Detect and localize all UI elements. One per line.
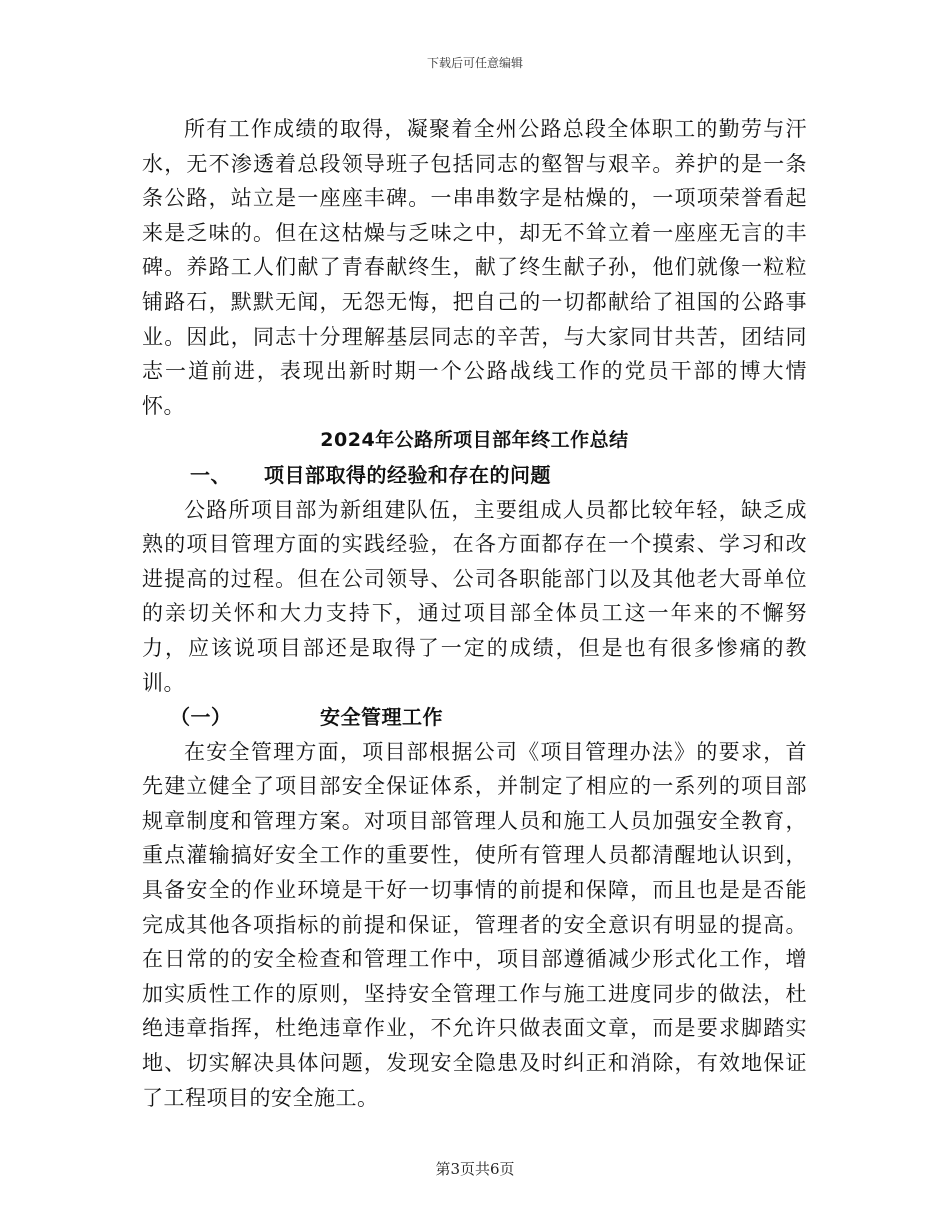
subsection-number: （一） (170, 705, 232, 730)
subsection-title: 安全管理工作 (320, 705, 443, 730)
section-number: 一、 (190, 462, 231, 487)
page-header: 下载后可任意编辑 (426, 56, 523, 70)
document-body (142, 112, 807, 1115)
subsection-heading-1 (142, 700, 807, 735)
paragraph-safety-management: 在安全管理方面，项目部根据公司《项目管理办法》的要求，首先建立健全了项目部安全保证体系，并制定了相应的一系列的项目部规章制度和管理方案。对项目部管理人员和施工人员加强安全教育，重点灌输搞好安全工作的重要性，使所有管理人员都清醒地认识到，具备安全的作业环境是干好一切事情的前提和保障，而且也是是否能完成其他各项指标的前提和保证，管理者的安全意识有明显的提高。在日常的的安全检查和管理工作中，项目部遵循减少形式化工作，增加实质性工作的原则，坚持安全管理工作与施工进度同步的做法，杜绝违章指挥，杜绝违章作业，不允许只做表面文章，而是要求脚踏实地、切实解决具体问题，发现安全隐患及时纠正和消除，有效地保证了工程项目的安全施工。 (142, 739, 807, 1110)
paragraph-achievements: 所有工作成绩的取得，凝聚着全州公路总段全体职工的勤劳与汗水，无不渗透着总段领导班子包括同志的壑智与艰辛。养护的是一条条公路，站立是一座座丰碑。一串串数字是枯燥的，一项项荣誉看起来是乏味的。但在这枯燥与乏味之中，却无不耸立着一座座无言的丰碑。养路工人们献了青春献终生，献了终生献子孙，他们就像一粒粒铺路石，默默无闻，无怨无悔，把自己的一切都献给了祖国的公路事业。因此，同志十分理解基层同志的辛苦，与大家同甘共苦，团结同志一道前进，表现出新时期一个公路战线工作的党员干部的博大情怀。 (142, 117, 807, 418)
section-title: 项目部取得的经验和存在的问题 (264, 462, 551, 487)
section-heading-1 (142, 458, 807, 493)
document-title: 2024年公路所项目部年终工作总结 (320, 429, 629, 452)
paragraph-project-overview: 公路所项目部为新组建队伍，主要组成人员都比较年轻，缺乏成熟的项目管理方面的实践经验，在各方面都存在一个摸索、学习和改进提高的过程。但在公司领导、公司各职能部门以及其他老大哥单位的亲切关怀和大力支持下，通过项目部全体员工这一年来的不懈努力，应该说项目部还是取得了一定的成绩，但是也有很多惨痛的教训。 (142, 497, 807, 695)
page-number: 第3页共6页 (435, 1160, 515, 1178)
